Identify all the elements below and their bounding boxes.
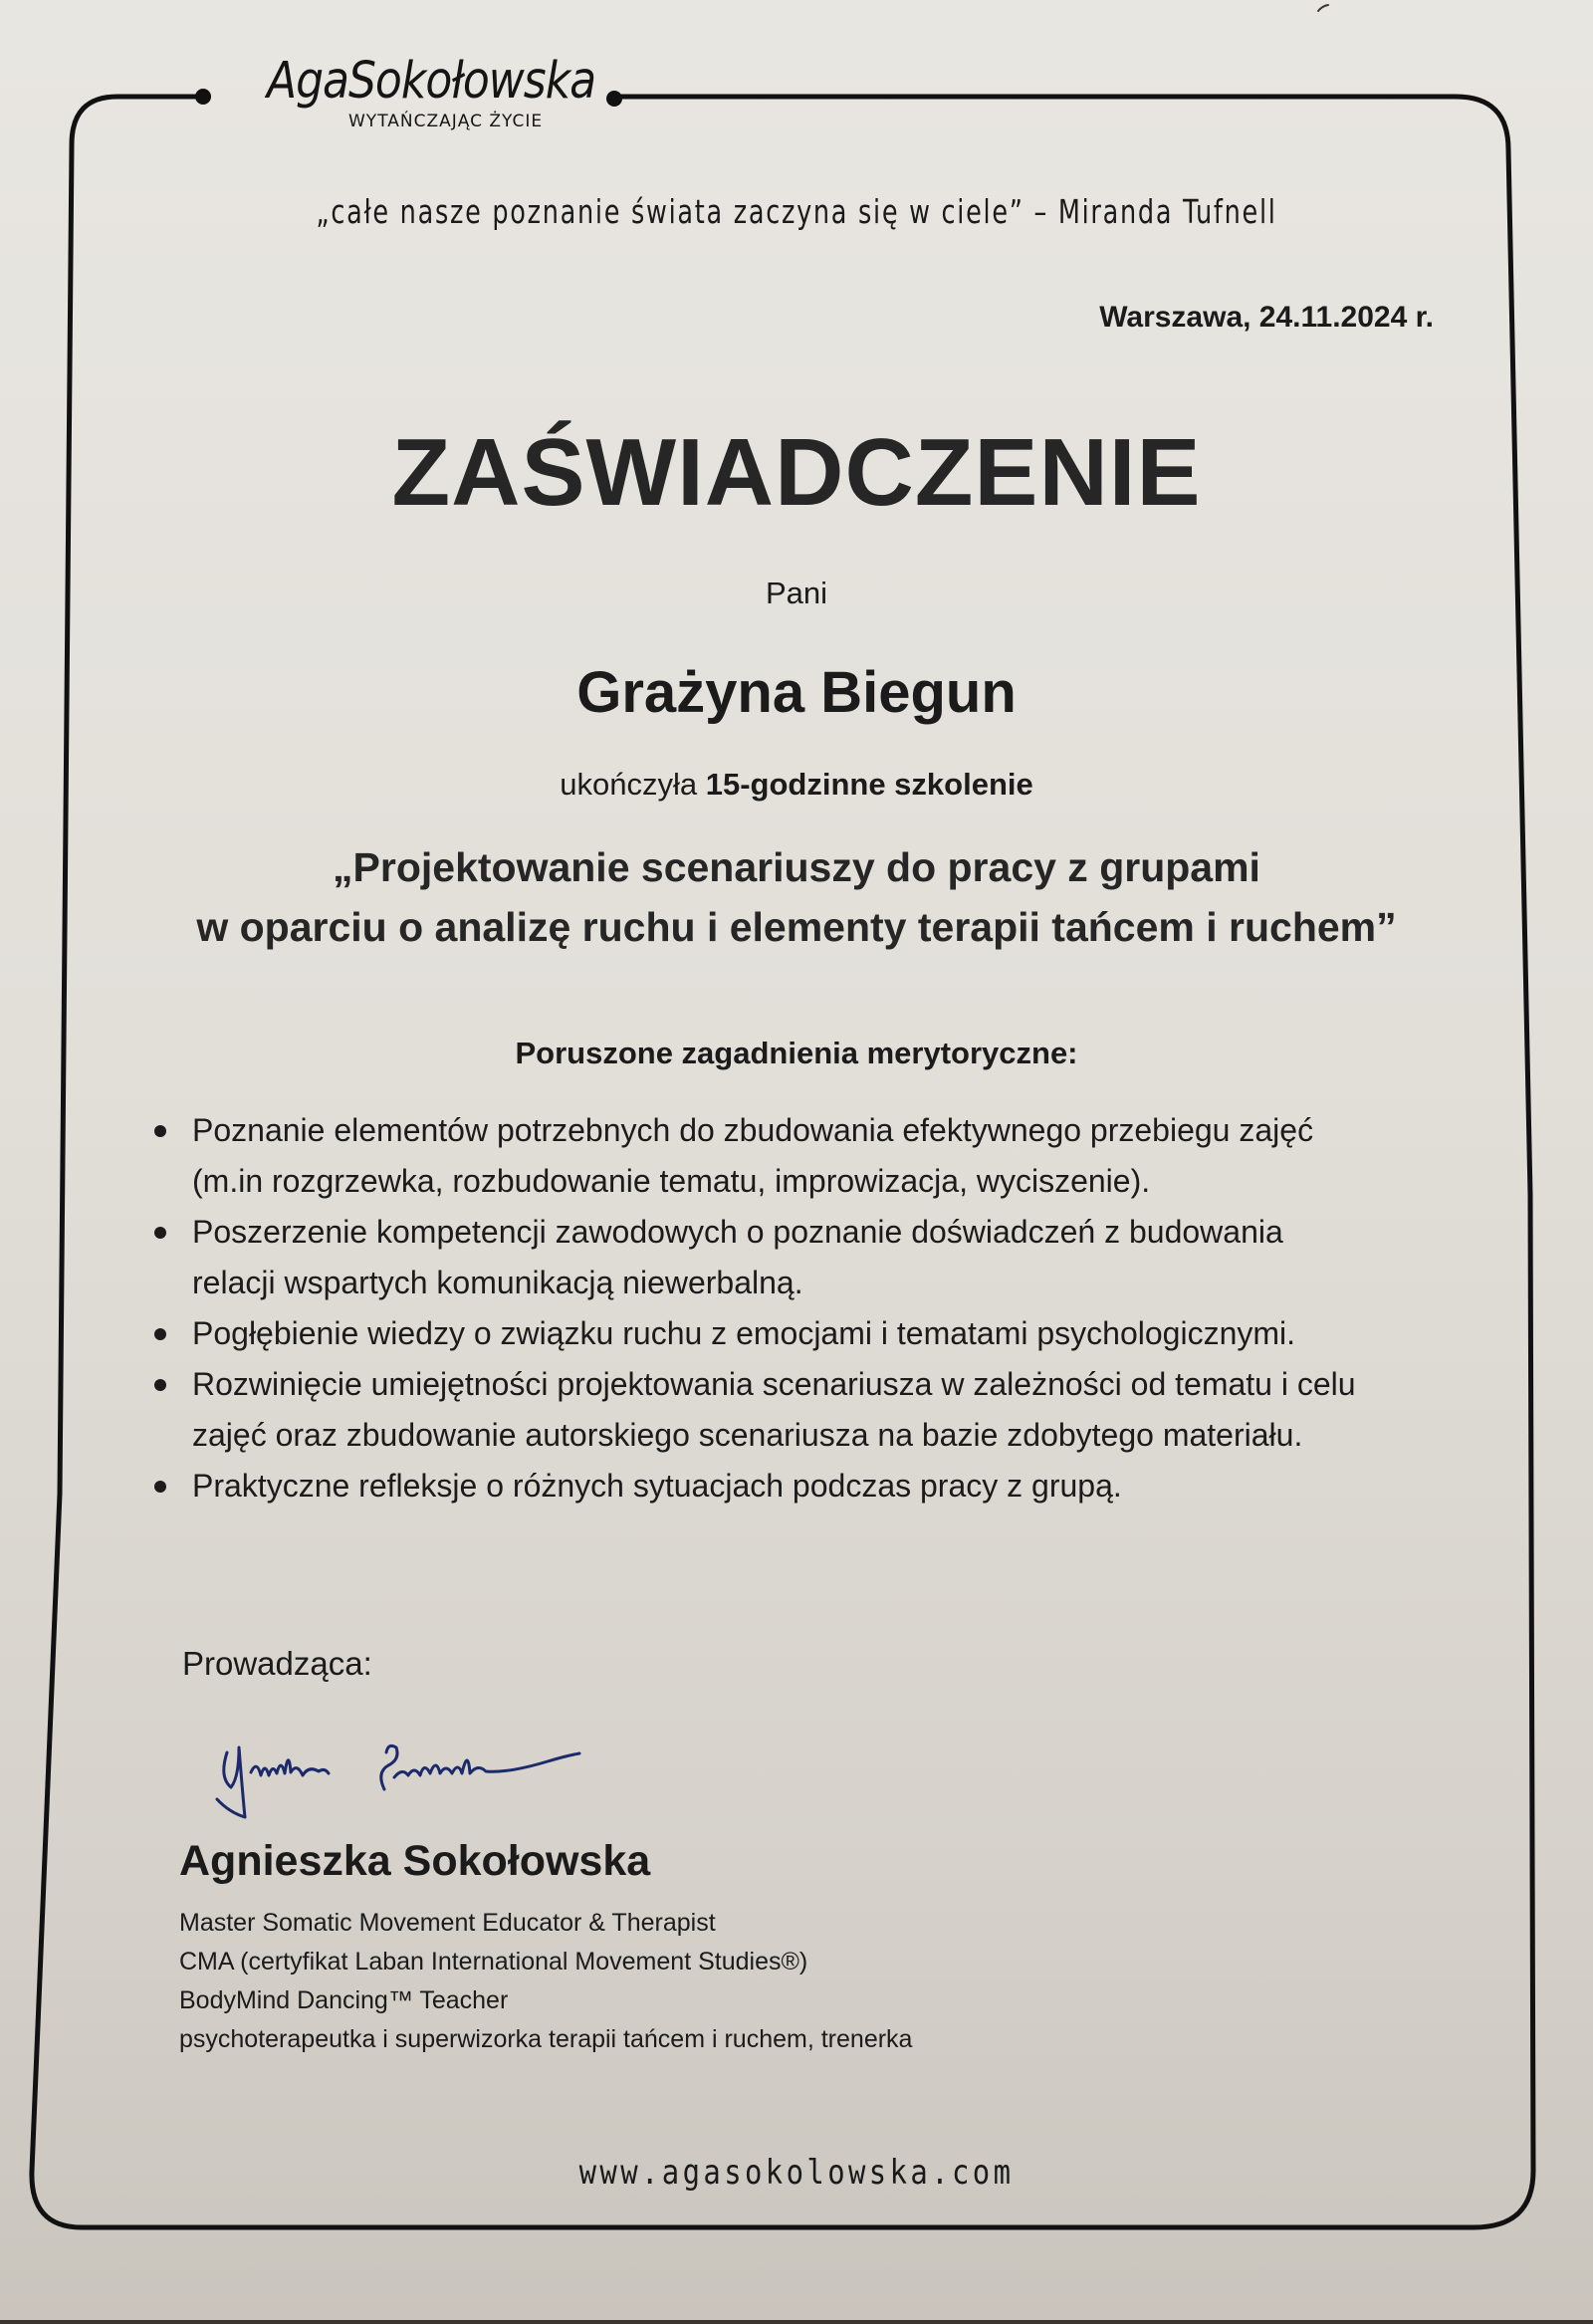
website-url: www.agasokolowska.com [578,2153,1015,2193]
salutation: Pani [765,576,828,610]
recipient-name: Grażyna Biegun [576,660,1017,725]
topic-item: Rozwinięcie umiejętności projektowania scenariusza w zależności od tematu i celu zajęć oraz zbudowanie autorskiego scenariusza na bazie zdobytego materiału. [154,1359,1488,1461]
epigraph-quote: „całe nasze poznanie świata zaczyna się w ciele” – Miranda Tufnell [316,192,1277,231]
completion-prefix: ukończyła [560,767,698,802]
instructor-credentials [179,1904,912,2059]
credential-line: BodyMind Dancing™ Teacher [179,1986,509,2014]
topic-item: Poszerzenie kompetencji zawodowych o poznanie doświadczeń z budowania relacji wspartych komunikacją niewerbalną. [154,1207,1488,1308]
place-date: Warszawa, 24.11.2024 r. [1099,301,1434,334]
topic-item: Praktyczne refleksje o różnych sytuacjach podczas pracy z grupą. [154,1461,1488,1511]
topic-item: Poznanie elementów potrzebnych do zbudowania efektywnego przebiegu zajęć (m.in rozgrzewka, rozbudowanie tematu, improwizacja, wyciszenie). [154,1105,1488,1207]
course-title-line-1: „Projektowanie scenariuszy do pracy z grupami [333,844,1260,890]
logo-brand: AgaSokołowska [267,52,596,111]
completion-hours: 15-godzinne szkolenie [705,767,1033,802]
document-title: ZAŚWIADCZENIE [391,419,1202,526]
credential-line: psychoterapeutka i superwizorka terapii tańcem i ruchem, trenerka [179,2025,913,2053]
bullet-icon [154,1328,166,1340]
bullet-icon [154,1379,166,1391]
topics-heading: Poruszone zagadnienia merytoryczne: [515,1036,1078,1070]
frame-dot-right [606,91,622,107]
bullet-icon [154,1227,166,1239]
instructor-label: Prowadząca: [182,1645,372,1682]
bullet-icon [154,1125,166,1137]
logo-tagline: WYTAŃCZAJĄC ŻYCIE [348,112,544,131]
course-title-line-2: w oparciu o analizę ruchu i elementy terapii tańcem i ruchem” [196,904,1397,950]
frame-dot-left [195,89,211,105]
topics-list [154,1105,1488,1511]
handwritten-signature [209,1718,647,1827]
topic-item: Pogłębienie wiedzy o związku ruchu z emocjami i tematami psychologicznymi. [154,1308,1488,1359]
completion-statement [0,767,1593,803]
bullet-icon [154,1481,166,1493]
pen-mark-icon [1316,3,1330,13]
credential-line: CMA (certyfikat Laban International Movement Studies®) [179,1948,808,1975]
instructor-name: Agnieszka Sokołowska [179,1837,651,1885]
credential-line: Master Somatic Movement Educator & Therapist [179,1909,716,1937]
